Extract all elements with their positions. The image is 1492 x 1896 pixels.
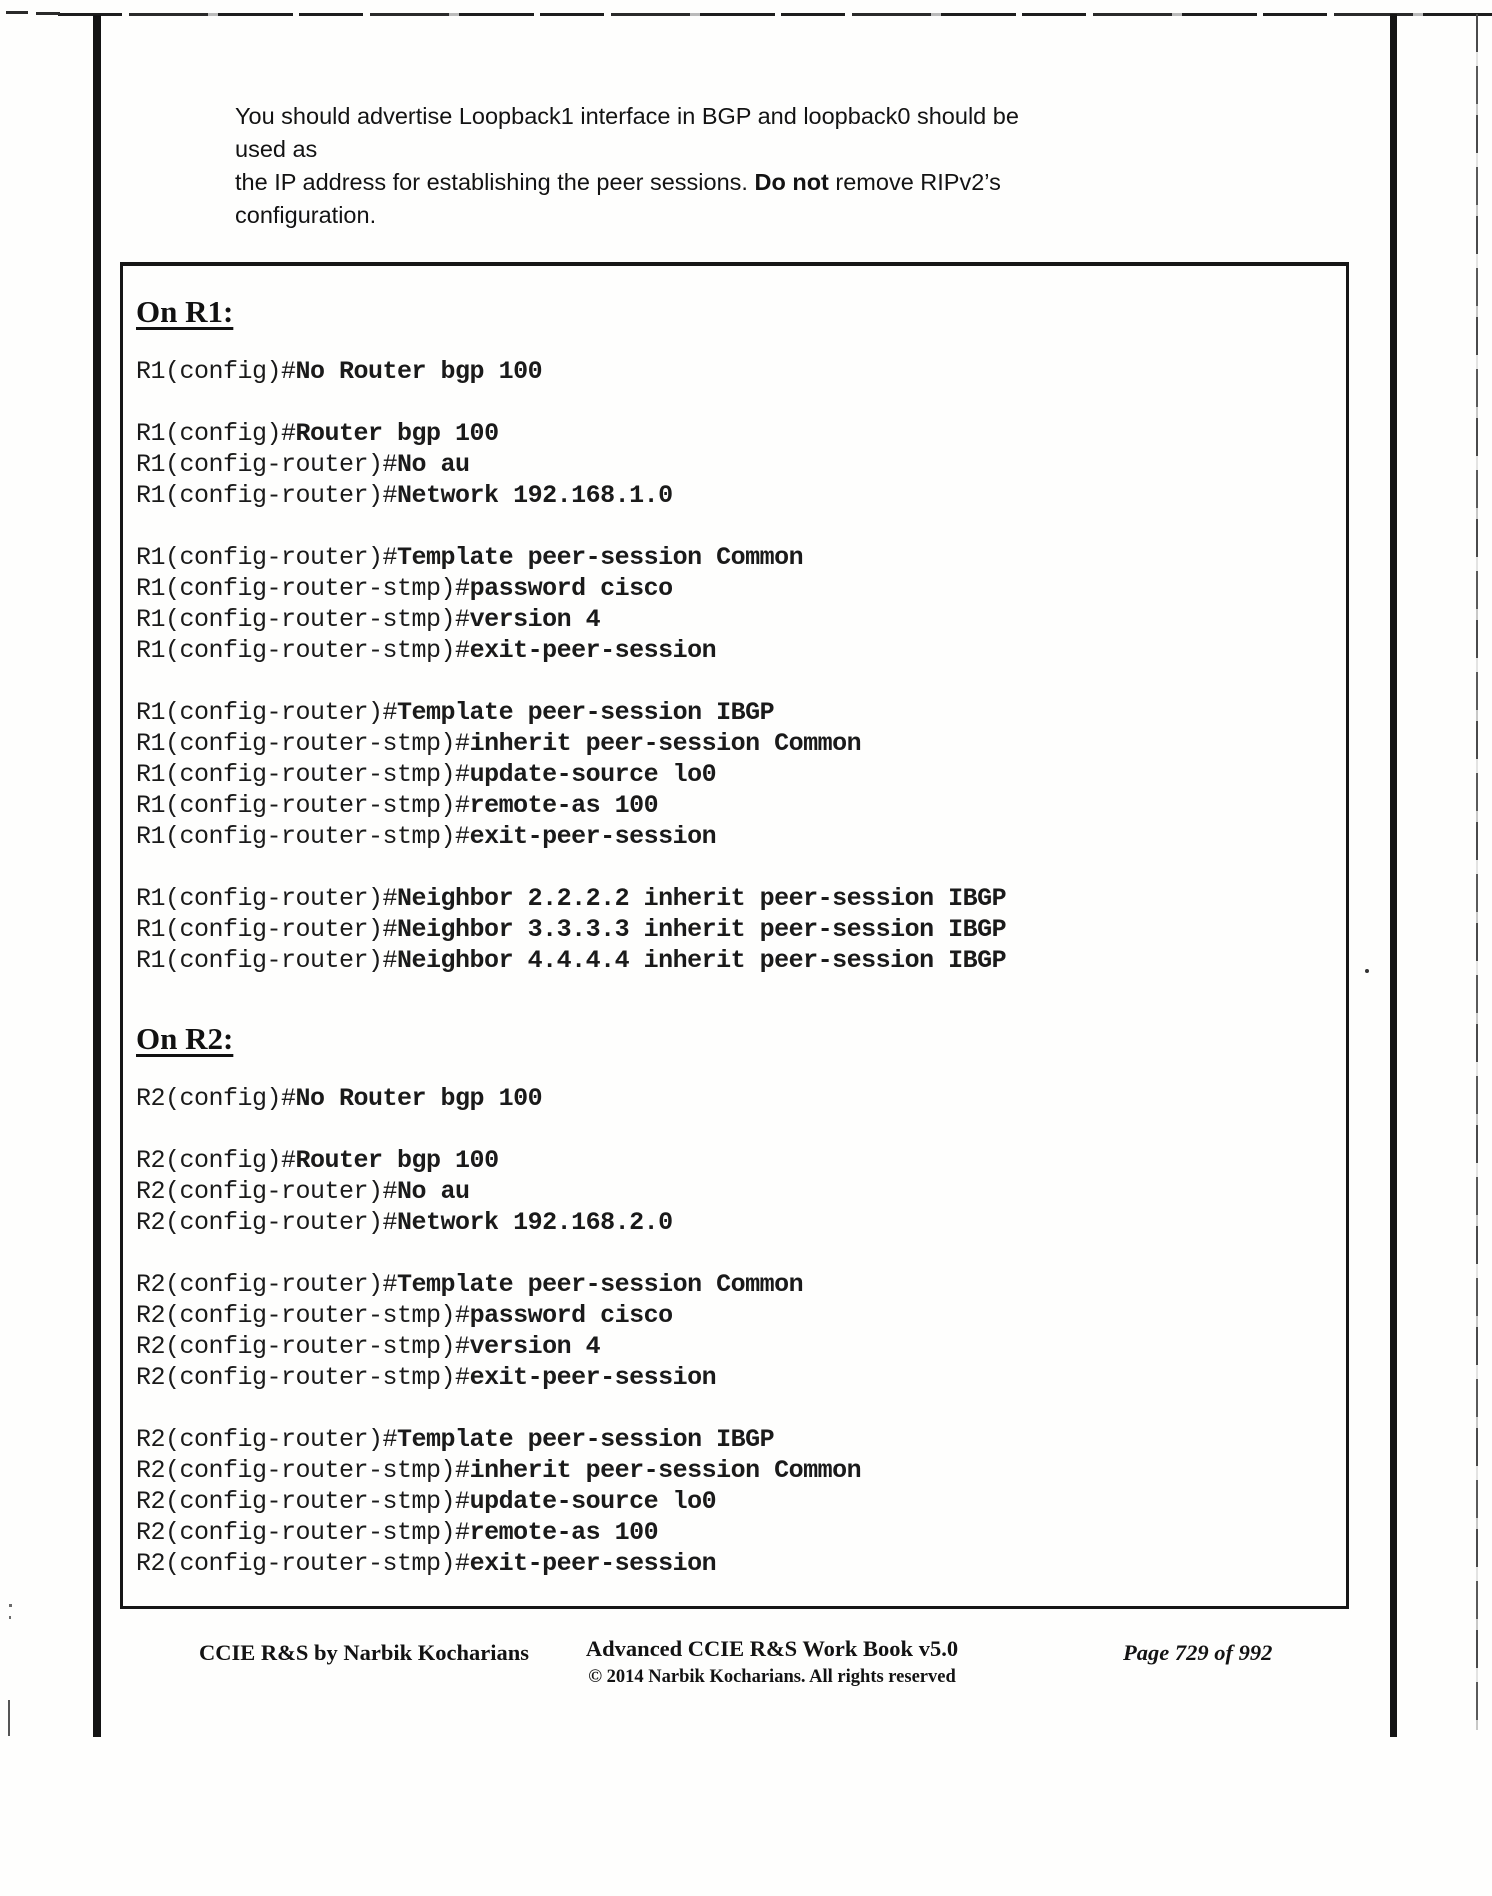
cli-command: update-source lo0 bbox=[469, 760, 717, 789]
config-box bbox=[120, 262, 1349, 1609]
scan-artifact bbox=[6, 11, 28, 14]
cli-command: Template peer-session IBGP bbox=[397, 698, 775, 727]
page-footer bbox=[0, 1634, 1492, 1704]
cli-command: Router bgp 100 bbox=[295, 419, 499, 448]
config-line bbox=[136, 1269, 1338, 1300]
cli-command: password cisco bbox=[469, 1301, 673, 1330]
scan-artifact bbox=[9, 1604, 12, 1607]
cli-command: Network 192.168.2.0 bbox=[397, 1208, 673, 1237]
page-right-border bbox=[1390, 14, 1397, 1737]
cli-prompt: R2(config-router)# bbox=[136, 1425, 398, 1454]
cli-command: Neighbor 2.2.2.2 inherit peer-session IBGP bbox=[397, 884, 1007, 913]
cli-prompt: R1(config-router)# bbox=[136, 915, 398, 944]
cli-command: inherit peer-session Common bbox=[469, 1456, 862, 1485]
config-line bbox=[136, 635, 1338, 666]
config-line bbox=[136, 728, 1338, 759]
footer-book-title: Advanced CCIE R&S Work Book v5.0 bbox=[585, 1636, 959, 1661]
cli-prompt: R1(config-router)# bbox=[136, 450, 398, 479]
config-line bbox=[136, 1176, 1338, 1207]
cli-command: remote-as 100 bbox=[469, 791, 659, 820]
config-line bbox=[136, 480, 1338, 511]
cli-command: Neighbor 3.3.3.3 inherit peer-session IBGP bbox=[397, 915, 1007, 944]
section-heading: On R2: bbox=[136, 1021, 234, 1056]
footer-author: CCIE R&S by Narbik Kocharians bbox=[199, 1640, 530, 1665]
cli-command: version 4 bbox=[469, 1332, 601, 1361]
cli-command: No Router bgp 100 bbox=[295, 357, 543, 386]
section-heading: On R1: bbox=[136, 294, 234, 329]
cli-command: update-source lo0 bbox=[469, 1487, 717, 1516]
cli-command: Template peer-session Common bbox=[397, 1270, 804, 1299]
command-group bbox=[136, 1083, 1338, 1114]
config-line bbox=[136, 790, 1338, 821]
task-description-line2-end: remove RIPv2’s bbox=[828, 169, 1001, 195]
config-line bbox=[136, 1517, 1338, 1548]
config-line bbox=[136, 604, 1338, 635]
command-group bbox=[136, 356, 1338, 387]
cli-prompt: R2(config)# bbox=[136, 1084, 296, 1113]
cli-command: Template peer-session Common bbox=[397, 543, 804, 572]
cli-prompt: R1(config-router-stmp)# bbox=[136, 574, 470, 603]
cli-prompt: R1(config-router-stmp)# bbox=[136, 822, 470, 851]
config-line bbox=[136, 1331, 1338, 1362]
config-line bbox=[136, 945, 1338, 976]
config-line bbox=[136, 356, 1338, 387]
cli-prompt: R2(config-router)# bbox=[136, 1208, 398, 1237]
cli-command: inherit peer-session Common bbox=[469, 729, 862, 758]
cli-command: exit-peer-session bbox=[469, 636, 717, 665]
scan-artifact bbox=[1365, 969, 1369, 973]
cli-prompt: R2(config-router-stmp)# bbox=[136, 1518, 470, 1547]
cli-command: No au bbox=[397, 1177, 470, 1206]
config-line bbox=[136, 1300, 1338, 1331]
cli-command: remote-as 100 bbox=[469, 1518, 659, 1547]
cli-prompt: R2(config-router-stmp)# bbox=[136, 1487, 470, 1516]
config-line bbox=[136, 821, 1338, 852]
cli-prompt: R1(config-router-stmp)# bbox=[136, 729, 470, 758]
command-group bbox=[136, 1269, 1338, 1393]
cli-command: version 4 bbox=[469, 605, 601, 634]
cli-prompt: R1(config-router-stmp)# bbox=[136, 760, 470, 789]
command-group bbox=[136, 542, 1338, 666]
cli-prompt: R1(config-router)# bbox=[136, 946, 398, 975]
cli-prompt: R2(config-router-stmp)# bbox=[136, 1332, 470, 1361]
footer-book-info bbox=[472, 1634, 1072, 1690]
task-description-line2: the IP address for establishing the peer sessions. bbox=[235, 169, 755, 195]
cli-prompt: R2(config)# bbox=[136, 1146, 296, 1175]
cli-prompt: R2(config-router-stmp)# bbox=[136, 1549, 470, 1578]
cli-prompt: R1(config-router)# bbox=[136, 698, 398, 727]
task-description-line1: You should advertise Loopback1 interface in BGP and loopback0 should be used as bbox=[235, 103, 1019, 162]
command-group bbox=[136, 418, 1338, 511]
config-line bbox=[136, 1548, 1338, 1579]
cli-command: password cisco bbox=[469, 574, 673, 603]
cli-prompt: R1(config-router-stmp)# bbox=[136, 605, 470, 634]
config-line bbox=[136, 542, 1338, 573]
cli-command: No au bbox=[397, 450, 470, 479]
config-line bbox=[136, 697, 1338, 728]
task-description bbox=[235, 100, 1055, 232]
footer-copyright: © 2014 Narbik Kocharians. All rights reserved bbox=[588, 1667, 956, 1687]
command-group bbox=[136, 697, 1338, 852]
config-line bbox=[136, 418, 1338, 449]
config-line bbox=[136, 914, 1338, 945]
config-line bbox=[136, 759, 1338, 790]
cli-prompt: R1(config)# bbox=[136, 357, 296, 386]
config-line bbox=[136, 1455, 1338, 1486]
cli-prompt: R2(config-router-stmp)# bbox=[136, 1363, 470, 1392]
scan-artifact bbox=[36, 12, 60, 15]
cli-prompt: R1(config-router-stmp)# bbox=[136, 636, 470, 665]
cli-prompt: R2(config-router-stmp)# bbox=[136, 1456, 470, 1485]
cli-prompt: R1(config-router)# bbox=[136, 543, 398, 572]
cli-prompt: R1(config-router)# bbox=[136, 884, 398, 913]
command-group bbox=[136, 1145, 1338, 1238]
cli-prompt: R1(config)# bbox=[136, 419, 296, 448]
cli-command: exit-peer-session bbox=[469, 1549, 717, 1578]
cli-command: Router bgp 100 bbox=[295, 1146, 499, 1175]
config-line bbox=[136, 1207, 1338, 1238]
footer-page-number: Page 729 of 992 bbox=[1123, 1640, 1273, 1665]
task-description-emphasis: Do not bbox=[754, 169, 829, 195]
command-group bbox=[136, 1424, 1338, 1579]
cli-prompt: R1(config-router-stmp)# bbox=[136, 791, 470, 820]
cli-command: Network 192.168.1.0 bbox=[397, 481, 673, 510]
config-line bbox=[136, 1362, 1338, 1393]
cli-prompt: R2(config-router)# bbox=[136, 1270, 398, 1299]
cli-prompt: R2(config-router-stmp)# bbox=[136, 1301, 470, 1330]
config-line bbox=[136, 1424, 1338, 1455]
page-left-border bbox=[93, 15, 101, 1737]
cli-command: Template peer-session IBGP bbox=[397, 1425, 775, 1454]
config-line bbox=[136, 1083, 1338, 1114]
config-line bbox=[136, 573, 1338, 604]
page-top-edge-line bbox=[58, 13, 1492, 16]
config-line bbox=[136, 449, 1338, 480]
config-line bbox=[136, 1486, 1338, 1517]
task-description-line3: configuration. bbox=[235, 202, 377, 228]
command-group bbox=[136, 883, 1338, 976]
cli-command: Neighbor 4.4.4.4 inherit peer-session IBGP bbox=[397, 946, 1007, 975]
cli-command: exit-peer-session bbox=[469, 1363, 717, 1392]
scan-artifact bbox=[9, 1616, 11, 1619]
cli-prompt: R1(config-router)# bbox=[136, 481, 398, 510]
config-line bbox=[136, 883, 1338, 914]
scan-artifact bbox=[8, 1700, 10, 1736]
cli-command: No Router bgp 100 bbox=[295, 1084, 543, 1113]
cli-prompt: R2(config-router)# bbox=[136, 1177, 398, 1206]
page-right-edge-line bbox=[1476, 14, 1478, 1730]
cli-command: exit-peer-session bbox=[469, 822, 717, 851]
config-line bbox=[136, 1145, 1338, 1176]
